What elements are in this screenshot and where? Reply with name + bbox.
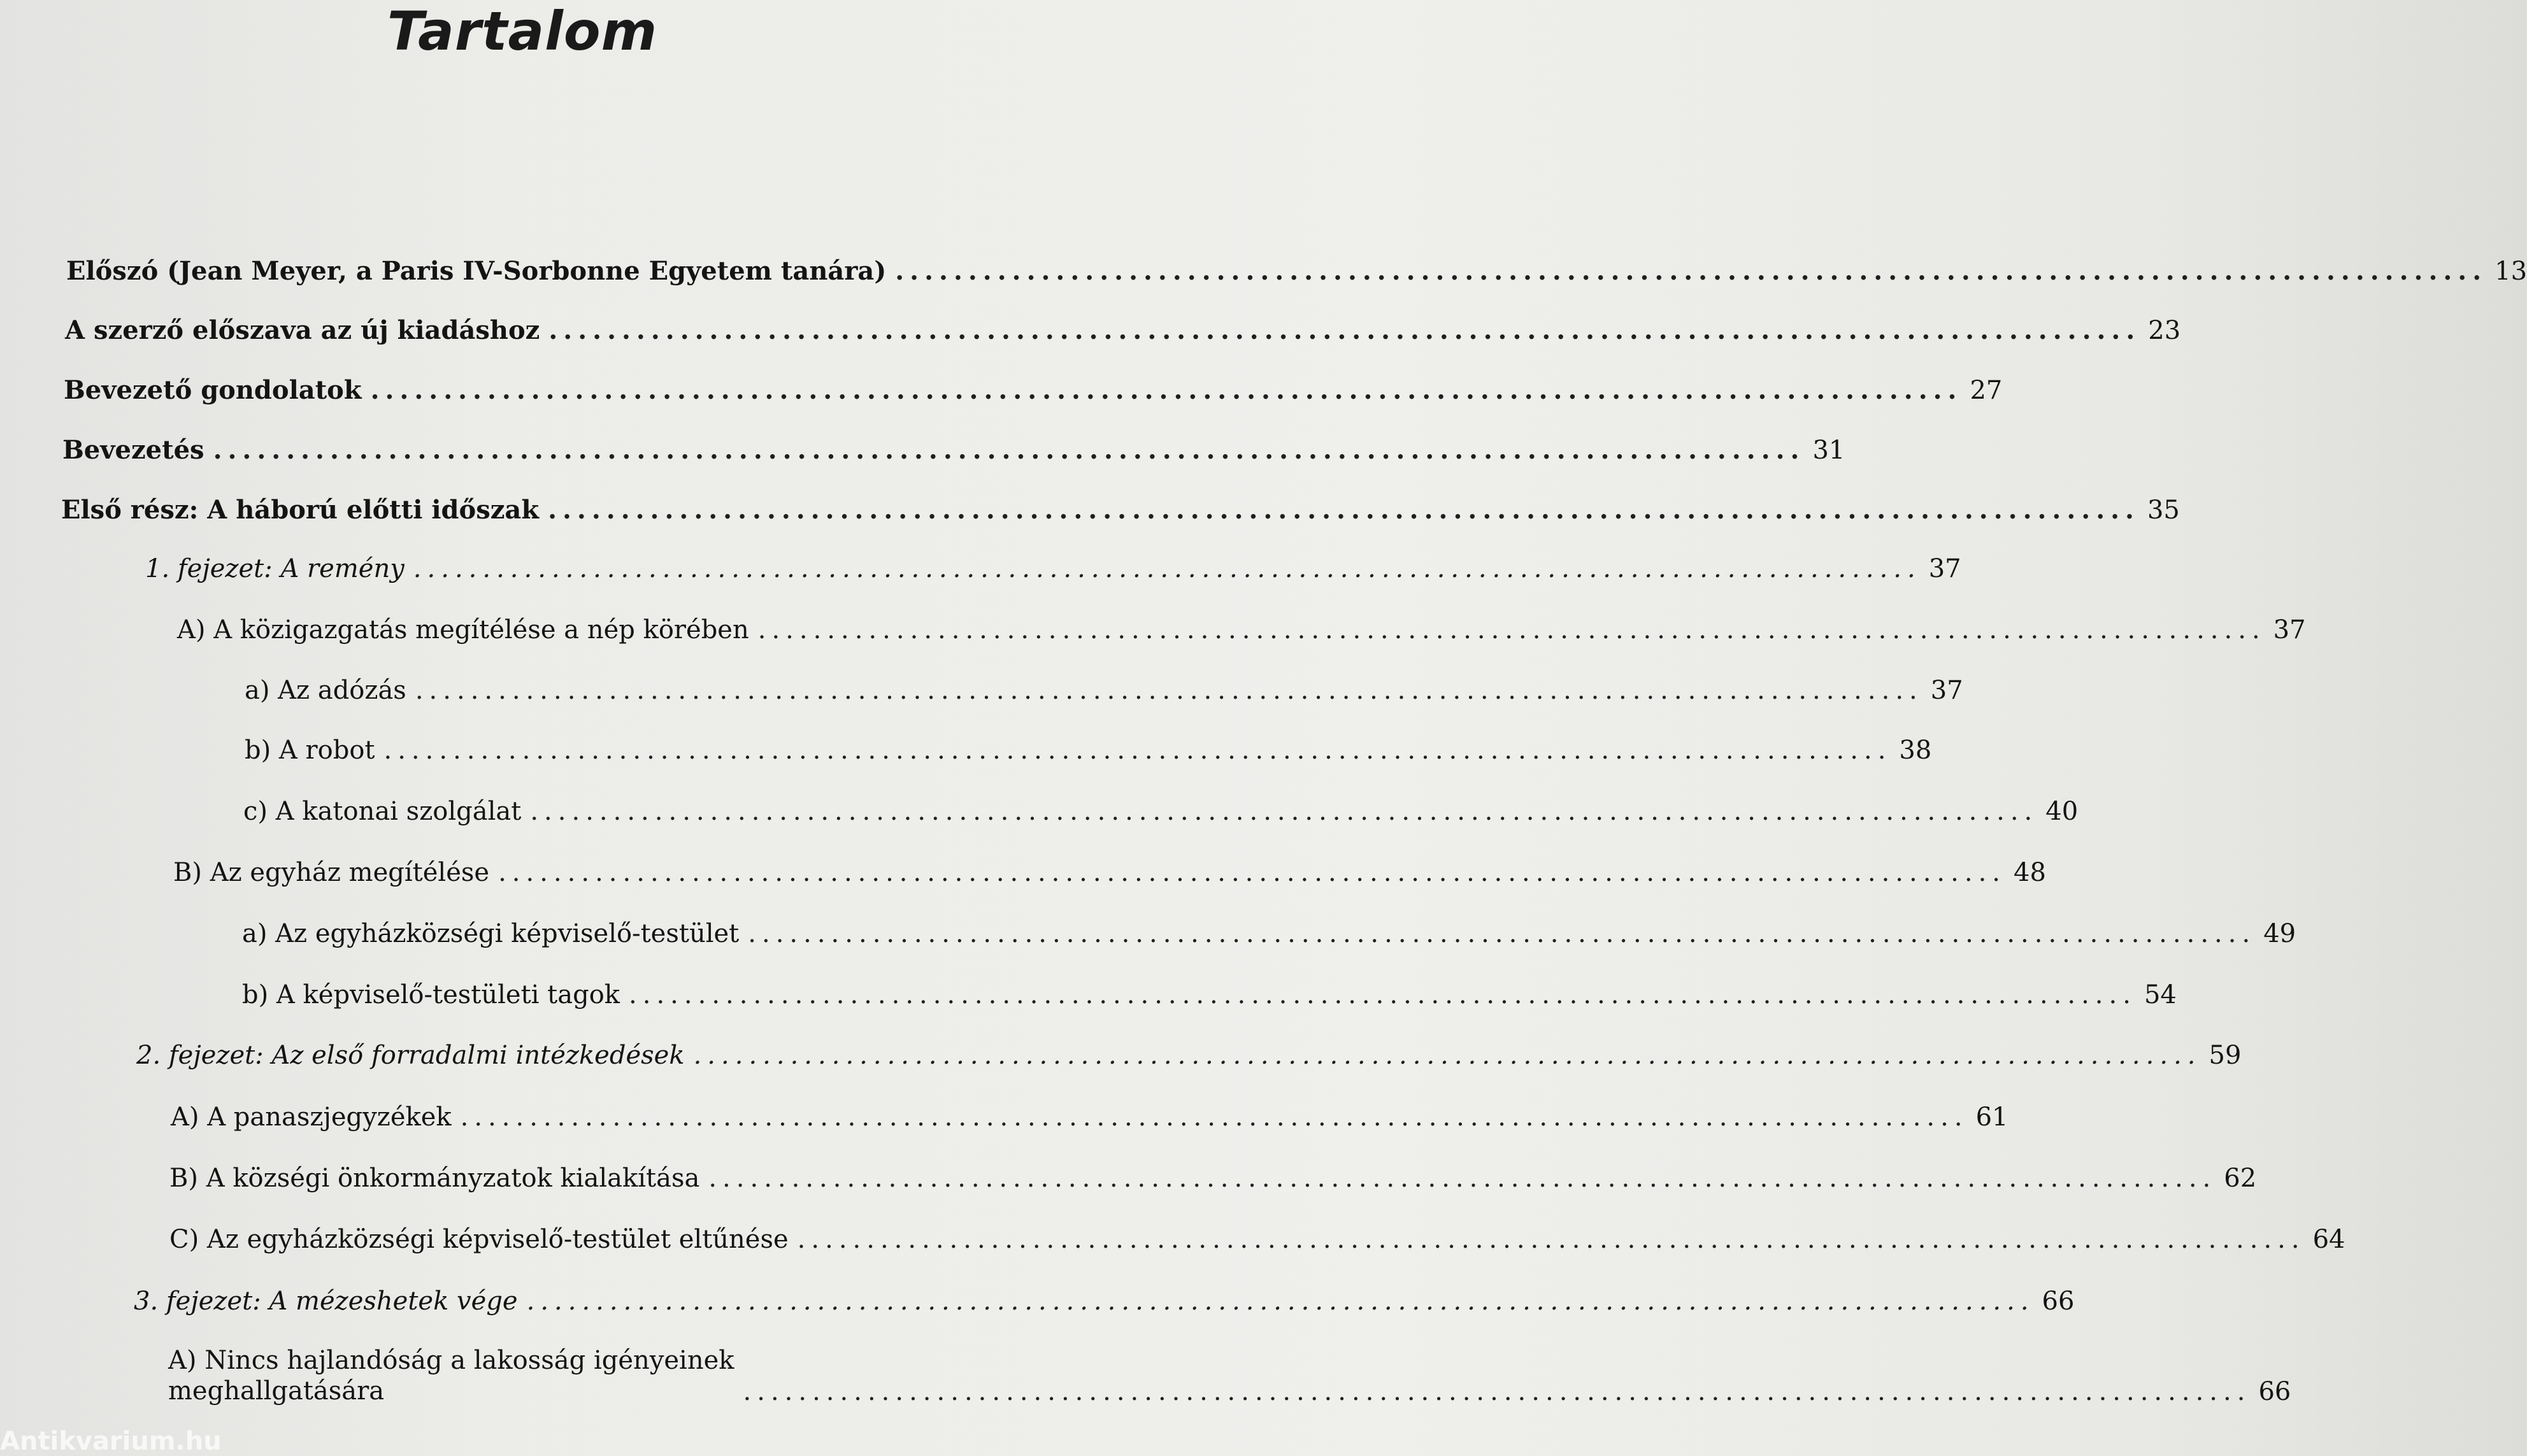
toc-entry-label: A szerző előszava az új kiadáshoz <box>65 315 540 345</box>
toc-entry-label: Első rész: A háború előtti időszak <box>61 495 540 525</box>
toc-entry-page: 38 <box>1899 736 1932 765</box>
toc-entry-label: b) A képviselő-testületi tagok <box>242 980 620 1010</box>
toc-entry-1b-a <box>242 919 2296 948</box>
toc-entry-chapter-2 <box>136 1041 2242 1070</box>
dot-leader: ............................................................................................................. <box>498 858 2006 887</box>
toc-entry-label <box>168 1345 734 1406</box>
toc-entry-page: 48 <box>2014 858 2046 887</box>
dot-leader: ............................................................................................................. <box>213 435 1805 465</box>
dot-leader: ............................................................................................................. <box>415 676 1923 705</box>
toc-entry-page: 66 <box>2042 1287 2075 1316</box>
dot-leader: ............................................................................................................. <box>460 1103 1968 1132</box>
dot-leader: ............................................................................................................. <box>383 736 1892 765</box>
toc-entry-label: b) A robot <box>245 736 375 765</box>
dot-leader: ............................................................................................................. <box>748 919 2256 948</box>
dot-leader: ............................................................................................................. <box>548 495 2140 525</box>
page-title: Tartalom <box>387 0 658 62</box>
toc-entry-intro-thoughts <box>64 375 2003 405</box>
dot-leader: ............................................................................................................. <box>743 1377 2251 1406</box>
dot-leader: ............................................................................................................. <box>629 980 2137 1010</box>
dot-leader: ............................................................................................................. <box>548 315 2141 345</box>
toc-entry-page: 59 <box>2208 1041 2242 1070</box>
toc-entry-introduction <box>62 435 1845 465</box>
toc-entry-3a <box>168 1345 2291 1406</box>
dot-leader: ............................................................................................................. <box>693 1041 2201 1070</box>
dot-leader: ............................................................................................................. <box>797 1225 2305 1254</box>
toc-entry-2a <box>171 1103 2008 1132</box>
toc-entry-1a-c <box>243 797 2079 826</box>
toc-entry-label-line-1: A) Nincs hajlandóság a lakosság igényeinek <box>168 1346 734 1375</box>
toc-entry-page: 64 <box>2312 1225 2345 1254</box>
toc-entry-page: 31 <box>1812 436 1845 465</box>
toc-entry-label: 2. fejezet: Az első forradalmi intézkedések <box>136 1041 685 1070</box>
dot-leader: ............................................................................................................. <box>757 615 2266 645</box>
toc-entry-page: 40 <box>2045 797 2079 826</box>
toc-entry-page: 37 <box>1928 554 1961 583</box>
toc-entry-label: Bevezető gondolatok <box>64 375 362 405</box>
toc-entry-label: C) Az egyházközségi képviselő-testület eltűnése <box>169 1225 789 1254</box>
dot-leader: ............................................................................................................. <box>708 1164 2217 1193</box>
toc-entry-page: 61 <box>1975 1103 2008 1132</box>
toc-entry-label: A) A panaszjegyzékek <box>171 1103 452 1132</box>
dot-leader: ............................................................................................................. <box>895 256 2488 286</box>
toc-entry-label: a) Az adózás <box>245 676 406 705</box>
toc-entry-2b <box>169 1164 2257 1193</box>
dot-leader: ............................................................................................................. <box>526 1287 2035 1316</box>
toc-entry-label: B) A községi önkormányzatok kialakítása <box>169 1164 700 1193</box>
toc-entry-label: 1. fejezet: A remény <box>145 554 404 583</box>
watermark: Antikvarium.hu <box>0 1427 222 1456</box>
toc-entry-chapter-3 <box>134 1287 2075 1316</box>
toc-entry-label-line-2: meghallgatására <box>168 1376 385 1406</box>
toc-entry-label: Előszó (Jean Meyer, a Paris IV-Sorbonne Egyetem tanára) <box>66 256 887 286</box>
toc-entry-label: B) Az egyház megítélése <box>173 858 490 887</box>
toc-entry-chapter-1 <box>145 554 1961 583</box>
toc-entry-label: A) A közigazgatás megítélése a nép körében <box>177 615 749 645</box>
toc-entry-1a-b <box>245 736 1932 765</box>
toc-entry-1b <box>173 858 2046 887</box>
toc-entry-page: 13 <box>2495 257 2527 286</box>
toc-entry-label: a) Az egyházközségi képviselő-testület <box>242 919 740 948</box>
toc-entry-part-one <box>61 495 2180 525</box>
toc-entry-page: 66 <box>2258 1377 2291 1406</box>
dot-leader: ............................................................................................................. <box>413 554 1921 583</box>
toc-entry-page: 23 <box>2148 316 2181 345</box>
toc-entry-label: Bevezetés <box>62 435 204 465</box>
toc-entry-page: 37 <box>1930 676 1963 705</box>
dot-leader: ............................................................................................................. <box>370 375 1963 405</box>
toc-entry-foreword <box>66 256 2527 286</box>
toc-entry-2c <box>169 1225 2345 1254</box>
toc-entry-page: 27 <box>1970 376 2003 405</box>
toc-entry-1a <box>177 615 2306 645</box>
toc-entry-page: 54 <box>2144 980 2177 1010</box>
toc-entry-label: c) A katonai szolgálat <box>243 797 522 826</box>
toc-entry-1a-a <box>245 676 1963 705</box>
toc-entry-author-preface <box>65 315 2181 345</box>
toc-entry-label: 3. fejezet: A mézeshetek vége <box>134 1287 518 1316</box>
toc-entry-page: 62 <box>2224 1164 2257 1193</box>
toc-entry-page: 35 <box>2147 496 2180 525</box>
toc-entry-page: 37 <box>2273 615 2306 645</box>
dot-leader: ............................................................................................................. <box>530 797 2038 826</box>
toc-entry-1b-b <box>242 980 2177 1010</box>
toc-entry-page: 49 <box>2263 919 2296 948</box>
